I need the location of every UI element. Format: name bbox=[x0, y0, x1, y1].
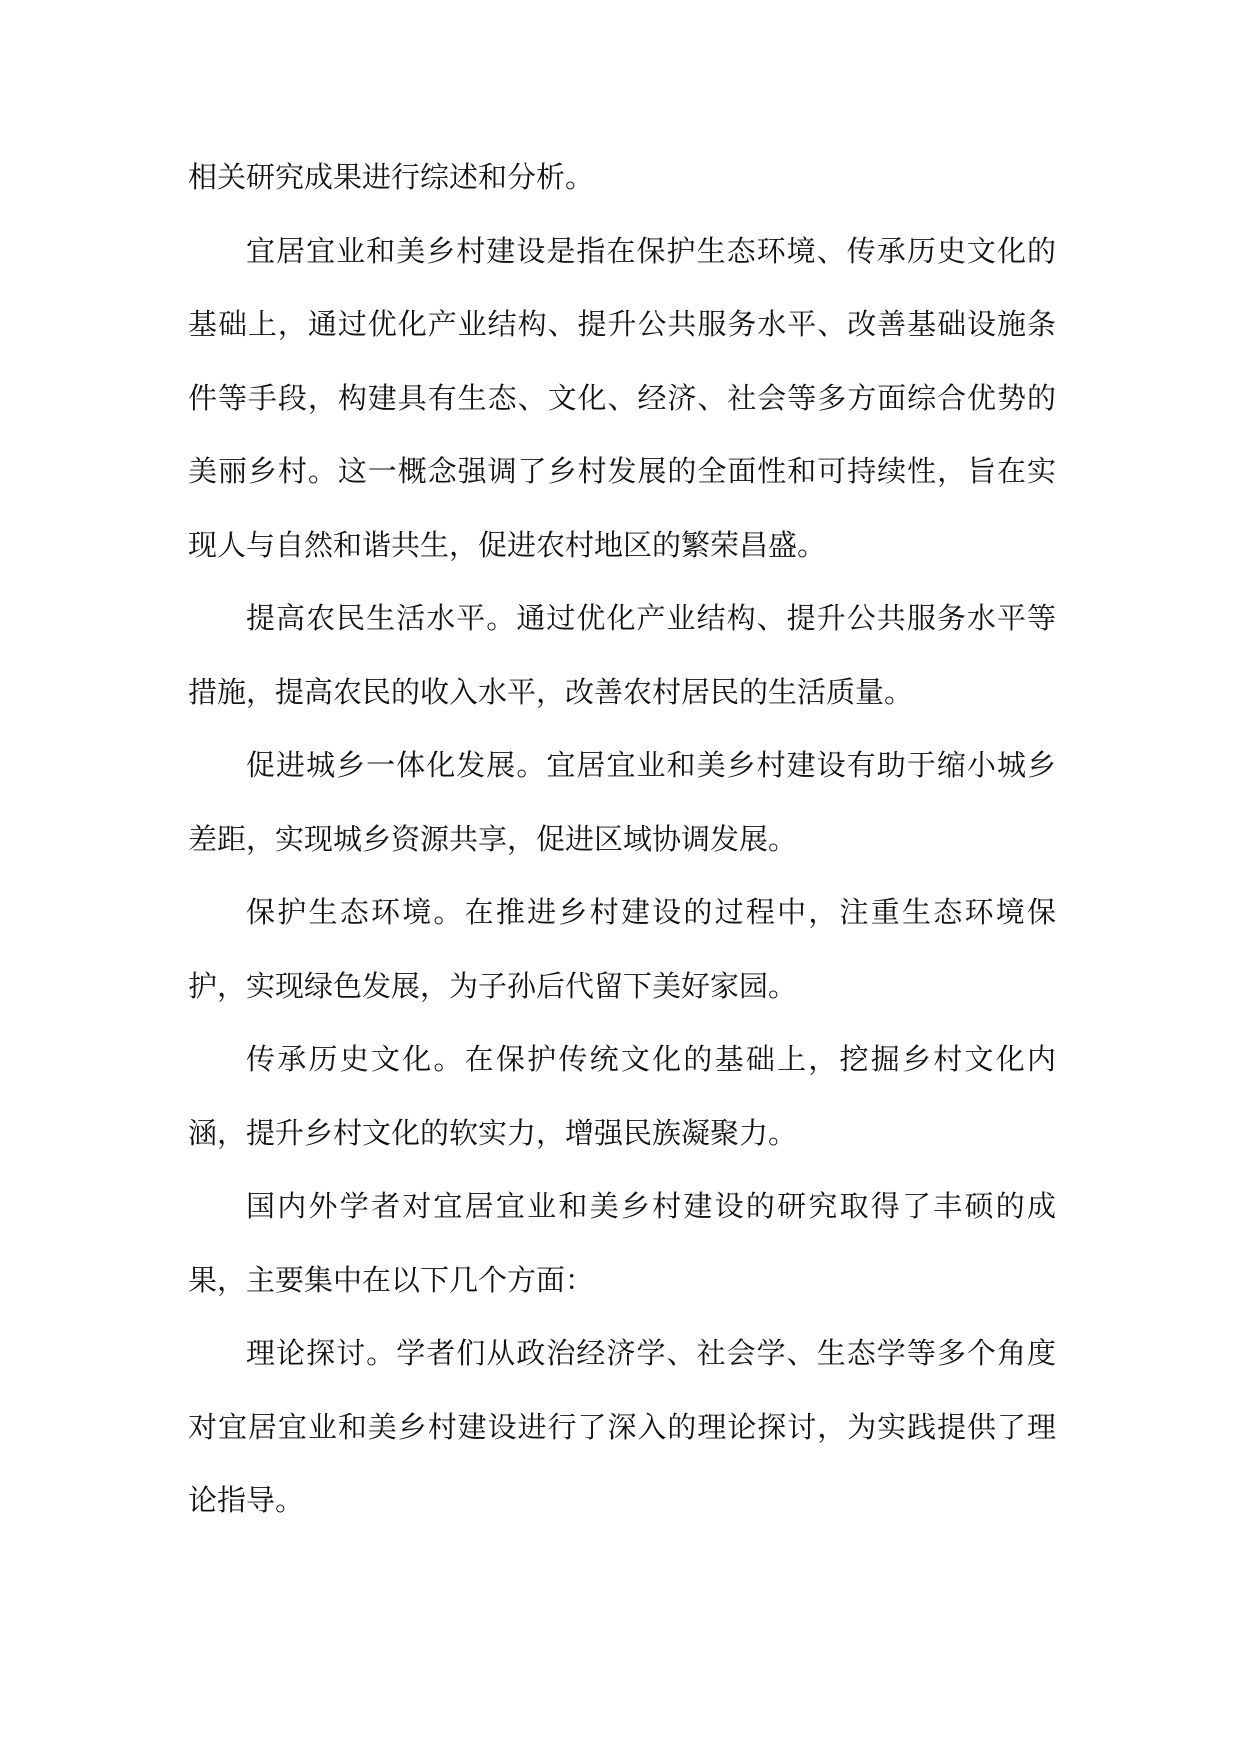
paragraph-culture: 传承历史文化。在保护传统文化的基础上，挖掘乡村文化内涵，提升乡村文化的软实力，增强民族凝聚力。 bbox=[188, 1042, 1056, 1150]
paragraph-continuation: 相关研究成果进行综述和分析。 bbox=[188, 160, 595, 194]
paragraph-theory: 理论探讨。学者们从政治经济学、社会学、生态学等多个角度对宜居宜业和美乡村建设进行了深入的理论探讨，为实践提供了理论指导。 bbox=[188, 1336, 1056, 1517]
paragraph-ecology: 保护生态环境。在推进乡村建设的过程中，注重生态环境保护，实现绿色发展，为子孙后代留下美好家园。 bbox=[188, 895, 1056, 1003]
paragraph-research-results: 国内外学者对宜居宜业和美乡村建设的研究取得了丰硕的成果，主要集中在以下几个方面： bbox=[188, 1189, 1056, 1297]
paragraph-definition: 宜居宜业和美乡村建设是指在保护生态环境、传承历史文化的基础上，通过优化产业结构、提升公共服务水平、改善基础设施条件等手段，构建具有生态、文化、经济、社会等多方面综合优势的美丽乡村。这一概念强调了乡村发展的全面性和可持续性，旨在实现人与自然和谐共生，促进农村地区的繁荣昌盛。 bbox=[188, 233, 1056, 562]
paragraph-living-standard: 提高农民生活水平。通过优化产业结构、提升公共服务水平等措施，提高农民的收入水平，改善农村居民的生活质量。 bbox=[188, 601, 1056, 709]
paragraph-urban-rural: 促进城乡一体化发展。宜居宜业和美乡村建设有助于缩小城乡差距，实现城乡资源共享，促进区域协调发展。 bbox=[188, 748, 1056, 856]
document-body bbox=[188, 141, 1056, 1538]
